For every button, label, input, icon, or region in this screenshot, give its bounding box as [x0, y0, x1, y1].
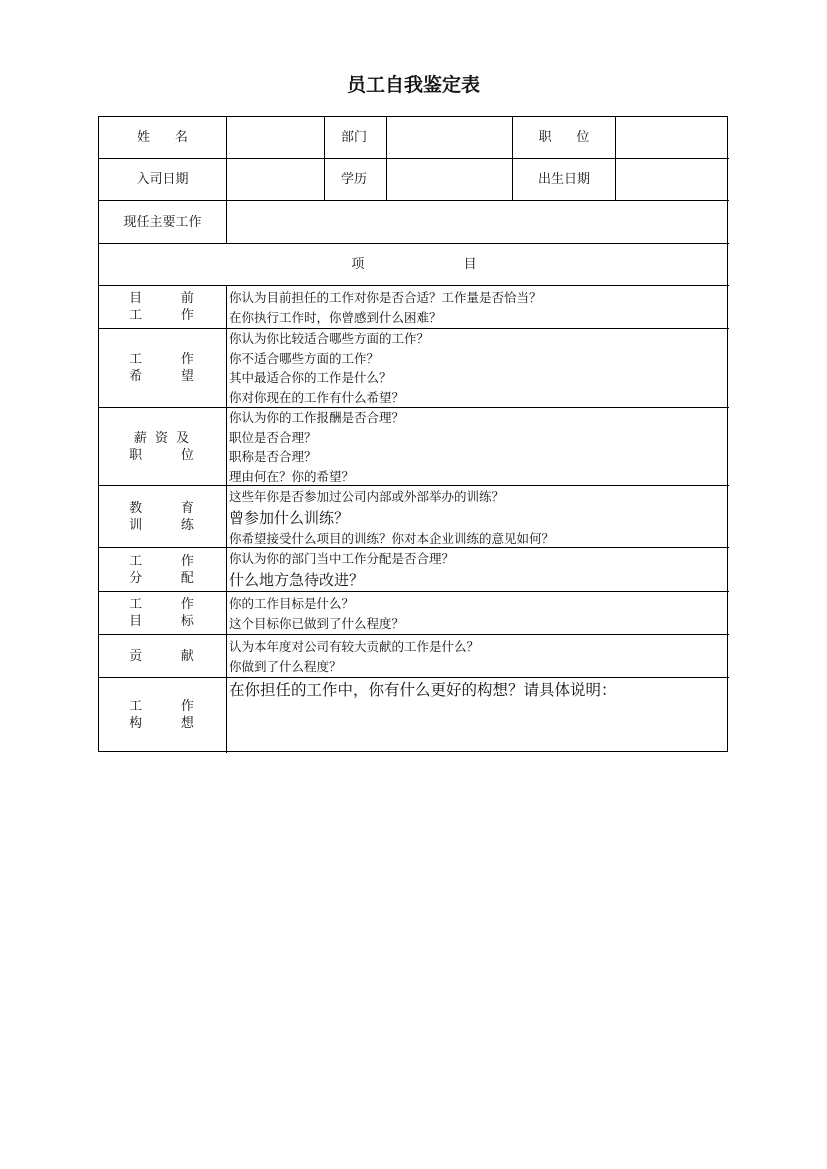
section-label-salary-position — [99, 408, 226, 485]
birth-date-field[interactable] — [616, 159, 729, 200]
section-label-line: 分 配 — [129, 570, 196, 586]
question-line: 你希望接受什么项目的训练？你对本企业训练的意见如何？ — [229, 530, 555, 546]
section-label-education-training — [99, 486, 226, 547]
section-label-work-goal — [99, 592, 226, 634]
question-line: 你的工作目标是什么？ — [229, 596, 355, 611]
question-line: 你做到了什么程度？ — [229, 658, 342, 674]
section-label-line: 工 作 — [129, 553, 196, 569]
section-label-line: 目 标 — [129, 614, 196, 629]
section-label-line: 目 前 — [129, 291, 196, 306]
section-label-line: 工 作 — [129, 308, 196, 323]
current-work-label: 现任主要工作 — [123, 214, 202, 230]
section-label-work-allocation — [99, 548, 226, 591]
section-questions[interactable] — [229, 679, 617, 701]
form-title: 员工自我鉴定表 — [346, 74, 480, 96]
section-questions[interactable] — [229, 637, 479, 676]
section-questions[interactable] — [229, 288, 542, 327]
items-header: 项 目 — [351, 257, 477, 272]
current-work-field[interactable] — [227, 201, 729, 243]
section-label-line: 贡 献 — [129, 648, 196, 664]
question-line: 职称是否合理？ — [229, 449, 317, 464]
self-evaluation-table — [98, 116, 728, 752]
question-line: 这些年你是否参加过公司内部或外部举办的训练？ — [229, 489, 505, 504]
birth-date-label: 出生日期 — [537, 172, 590, 187]
section-label-line: 工 作 — [129, 698, 196, 714]
question-line: 你对你现在的工作有什么希望？ — [229, 389, 405, 405]
question-line: 职位是否合理？ — [229, 429, 317, 445]
section-questions[interactable] — [229, 408, 404, 486]
education-label: 学历 — [341, 172, 368, 187]
section-label-line: 教 育 — [129, 500, 196, 516]
section-label-work-hope — [99, 329, 226, 407]
question-line: 在你担任的工作中，你有什么更好的构想？请具体说明： — [229, 681, 617, 699]
section-label-line: 薪 资 及 — [133, 430, 192, 446]
education-field[interactable] — [387, 159, 512, 200]
section-label-line: 希 望 — [129, 369, 196, 384]
name-label: 姓 名 — [137, 130, 188, 145]
position-label: 职 位 — [538, 130, 590, 145]
dept-label: 部门 — [341, 130, 368, 145]
dept-field[interactable] — [387, 117, 512, 158]
section-label-work-idea — [99, 678, 226, 751]
col-divider — [226, 285, 227, 753]
question-line: 在你执行工作时，你曾感到什么困难？ — [229, 309, 442, 325]
question-line: 其中最适合你的工作是什么？ — [229, 370, 392, 385]
question-line: 你认为你的工作报酬是否合理？ — [229, 410, 405, 425]
join-date-label: 入司日期 — [136, 172, 189, 187]
col-divider — [324, 117, 325, 200]
question-line: 你认为你比较适合哪些方面的工作？ — [229, 331, 430, 346]
section-label-line: 工 作 — [129, 597, 196, 612]
question-line: 理由何在？你的希望？ — [229, 468, 355, 484]
section-label-line: 工 作 — [129, 352, 196, 367]
question-line: 你不适合哪些方面的工作？ — [229, 350, 380, 366]
join-date-field[interactable] — [227, 159, 324, 200]
question-line: 什么地方急待改进？ — [229, 570, 365, 589]
question-line: 曾参加什么训练？ — [229, 508, 350, 527]
section-label-line: 训 练 — [129, 517, 196, 533]
position-field[interactable] — [616, 117, 729, 158]
section-questions[interactable] — [229, 329, 429, 407]
section-label-line: 构 想 — [129, 715, 196, 731]
question-line: 这个目标你已做到了什么程度？ — [229, 615, 405, 631]
name-field[interactable] — [227, 117, 324, 158]
question-line: 你认为目前担任的工作对你是否合适？工作量是否恰当？ — [229, 290, 542, 305]
question-line: 你认为你的部门当中工作分配是否合理？ — [229, 551, 455, 566]
section-label-line: 职 位 — [129, 447, 196, 463]
section-questions[interactable] — [229, 549, 454, 591]
section-label-current-work — [99, 286, 226, 328]
section-label-contribution — [99, 635, 226, 677]
question-line: 认为本年度对公司有较大贡献的工作是什么？ — [229, 639, 480, 654]
section-questions[interactable] — [229, 594, 404, 633]
section-questions[interactable] — [229, 487, 554, 548]
